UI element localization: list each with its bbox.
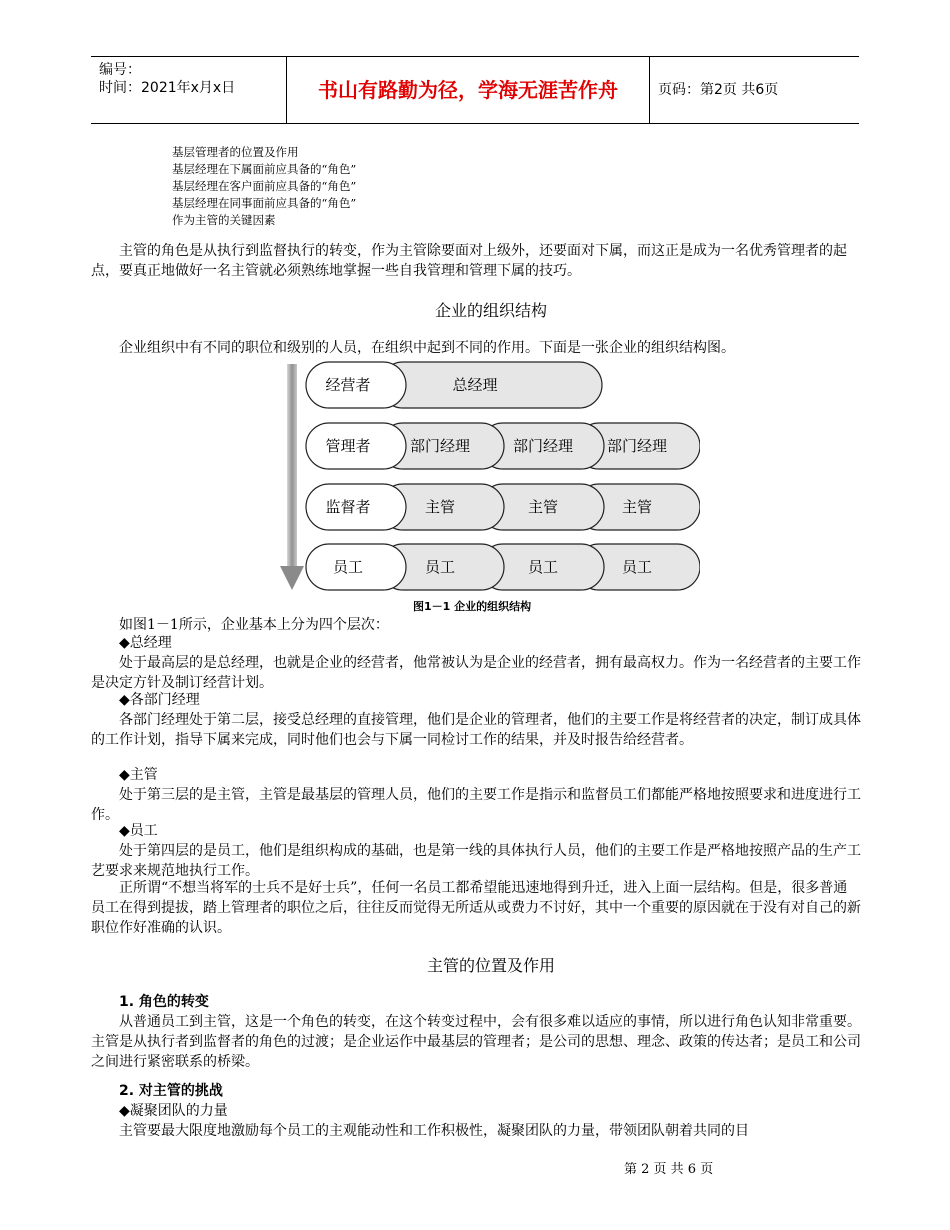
intro-paragraph: 主管的角色是从执行到监督执行的转变，作为主管除要面对上级外，还要面对下属，而这正是成为一名优秀管理者的起点，要真正地做好一名主管就必须熟练地掌握一些自我管理和管理下属的技巧。 [91,243,847,279]
item-text: 处于最高层的是总经理，也就是企业的经营者，他常被认为是企业的经营者，拥有最高权力。作为一名经营者的主要工作是决定方针及制订经营计划。 [91,655,861,691]
header-meta [99,61,235,97]
item-heading: ◆各部门经理 [119,692,200,708]
cell-label: 员工 [621,558,653,576]
level-arrow-head [280,566,304,590]
cell-label: 主管 [621,498,653,516]
page-header [91,56,859,124]
toc-item: 基层管理者的位置及作用 [172,145,299,159]
figure-caption: 图1－1 企业的组织结构 [413,600,532,613]
item-heading: ◆凝聚团队的力量 [119,1103,228,1119]
level-item [91,690,861,750]
cell-label: 部门经理 [606,437,668,455]
level-item [91,765,861,825]
item-heading: ◆总经理 [119,635,172,651]
number-label: 编号： [99,62,141,78]
time-label: 时间：2021年x月x日 [99,80,236,96]
cell-label: 总经理 [452,376,498,394]
cell-label: 员工 [527,558,559,576]
subsection [91,992,861,1072]
section-title: 企业的组织结构 [434,301,547,320]
item-text: 处于第四层的是员工，他们是组织构成的基础，也是第一线的具体执行人员，他们的主要工作是严格地按照产品的生产工艺要求来规范地执行工作。 [91,843,861,879]
item-heading: ◆主管 [119,767,158,783]
subsection-title: 2. 对主管的挑战 [119,1083,223,1099]
section-title: 主管的位置及作用 [426,956,555,975]
subsection-title: 1. 角色的转变 [119,994,209,1010]
toc-item: 基层经理在下属面前应具备的“角色” [172,162,357,176]
toc-list [172,144,356,229]
toc-item: 基层经理在同事面前应具备的“角色” [172,196,357,210]
toc-item: 基层经理在客户面前应具备的“角色” [172,179,357,193]
subsection-text: 主管要最大限度地激励每个员工的主观能动性和工作积极性，凝聚团队的力量，带领团队朝着共同的目 [119,1123,749,1139]
header-page-label: 页码：第2页 共6页 [658,82,779,98]
page-footer: 第 2 页 共 6 页 [624,1162,714,1177]
section-lead: 企业组织中有不同的职位和级别的人员，在组织中起到不同的作用。下面是一张企业的组织结构图。 [119,340,735,356]
org-chart-figure [280,360,700,596]
cell-label: 主管 [527,498,559,516]
role-label: 监督者 [325,498,371,516]
role-label: 管理者 [325,437,371,455]
subsection-text: 从普通员工到主管，这是一个角色的转变，在这个转变过程中，会有很多难以适应的事情，所以进行角色认知非常重要。主管是从执行者到监督者的角色的过渡；是企业运作中最基层的管理者；是公司的思想、理念、政策的传达者；是员工和公司之间进行紧密联系的桥梁。 [91,1014,861,1070]
level-item [91,633,861,693]
cell-label: 部门经理 [512,437,574,455]
header-divider [649,57,650,123]
subsection [91,1081,861,1141]
role-label: 员工 [332,558,364,576]
header-motto: 书山有路勤为径，学海无涯苦作舟 [318,78,618,102]
closing-paragraph: 正所谓“不想当将军的士兵不是好士兵”，任何一名员工都希望能迅速地得到升迁，进入上面一层结构。但是，很多普通员工在得到提拔，踏上管理者的职位之后，往往反而觉得无所适从或费力不讨好，其中一个重要的原因就在于没有对自己的新职位作好准确的认识。 [91,880,861,936]
item-heading: ◆员工 [119,823,158,839]
levels-intro: 如图1－1所示，企业基本上分为四个层次： [119,617,389,633]
item-text: 各部门经理处于第二层，接受总经理的直接管理，他们是企业的管理者，他们的主要工作是将经营者的决定，制订成具体的工作计划，指导下属来完成，同时他们也会与下属一同检讨工作的结果，并及时报告给经营者。 [91,712,861,748]
role-label: 经营者 [325,376,371,394]
item-text: 处于第三层的是主管，主管是最基层的管理人员，他们的主要工作是指示和监督员工们都能严格地按照要求和进度进行工作。 [91,787,861,823]
cell-label: 员工 [424,558,456,576]
toc-item: 作为主管的关键因素 [172,213,276,227]
level-arrow-shaft [287,364,297,568]
cell-label: 主管 [424,498,456,516]
cell-label: 部门经理 [409,437,471,455]
level-item [91,821,861,881]
